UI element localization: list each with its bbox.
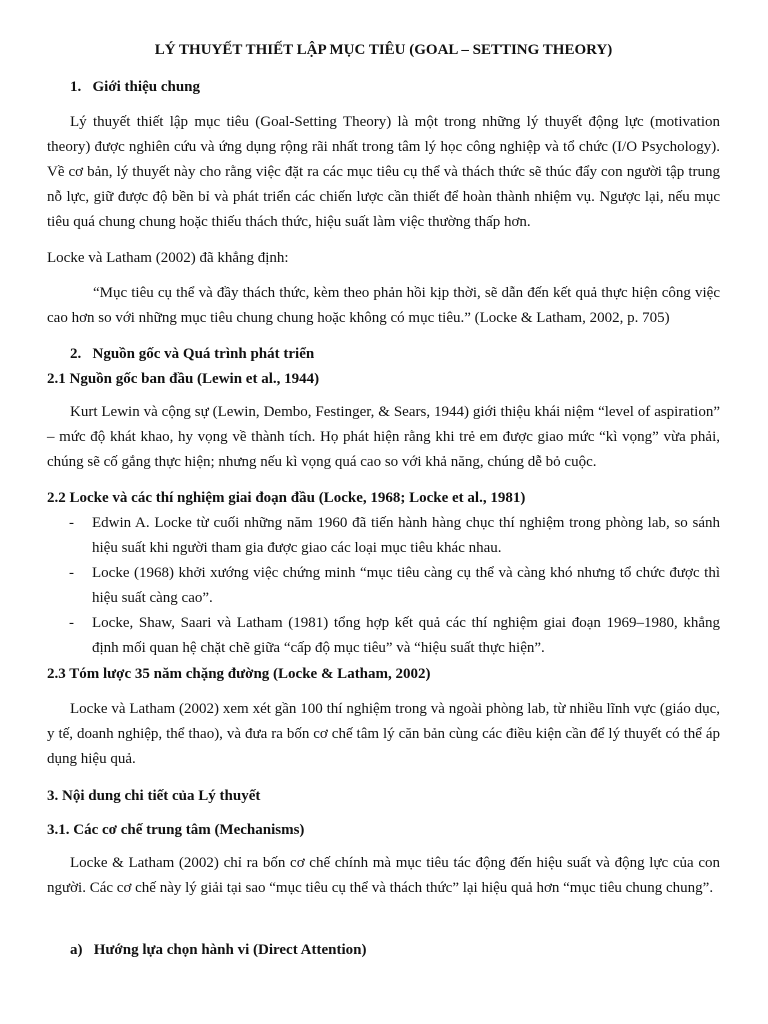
section-3-a-heading: [47, 940, 720, 960]
section-1-title: Giới thiệu chung: [92, 79, 200, 95]
section-2-1-paragraph: Kurt Lewin và cộng sự (Lewin, Dembo, Festinger, & Sears, 1944) giới thiệu khái niệm “level of aspiration” – mức độ khát khao, hy vọng về thành tích. Họ phát hiện rằng khi trẻ em được giao mức “kì vọng” vừa phải, chúng sẽ cố gắng thực hiện; nhưng nếu kì vọng quá cao so với khả năng, chúng dễ bỏ cuộc.: [47, 404, 720, 470]
bullet-text: Edwin A. Locke từ cuối những năm 1960 đã tiến hành hàng chục thí nghiệm trong phòng lab, so sánh hiệu suất khi người tham gia được giao các loại mục tiêu khác nhau.: [92, 515, 720, 556]
section-3-a-marker: a): [70, 942, 83, 958]
section-3-1-heading: 3.1. Các cơ chế trung tâm (Mechanisms): [47, 822, 305, 838]
section-1-number: 1.: [70, 79, 82, 95]
section-1-paragraph-locke: Locke và Latham (2002) đã khẳng định:: [47, 250, 289, 266]
section-2-1-heading: 2.1 Nguồn gốc ban đầu (Lewin et al., 1944): [47, 371, 320, 387]
section-1-quote: “Mục tiêu cụ thể và đầy thách thức, kèm theo phản hồi kịp thời, sẽ dẫn đến kết quả thực hiện công việc cao hơn so với những mục tiêu chung chung hoặc không có mục tiêu.” (Locke & Latham, 2002, p. 705): [47, 285, 720, 326]
section-2-3-heading: 2.3 Tóm lược 35 năm chặng đường (Locke & Latham, 2002): [47, 666, 431, 682]
section-2-2-heading: 2.2 Locke và các thí nghiệm giai đoạn đầu (Locke, 1968; Locke et al., 1981): [47, 490, 526, 506]
section-1-paragraph-intro: Lý thuyết thiết lập mục tiêu (Goal-Setting Theory) là một trong những lý thuyết động lực (motivation theory) được nghiên cứu và ứng dụng rộng rãi nhất trong tâm lý học công nghiệp và tổ chức (I/O Psychology). Về cơ bản, lý thuyết này cho rằng việc đặt ra các mục tiêu cụ thể và thách thức sẽ thúc đẩy con người tập trung nỗ lực, giữ được độ bền bỉ và phát triển các chiến lược cần thiết để hoàn thành nhiệm vụ. Ngược lại, nếu mục tiêu quá chung chung hoặc thiếu thách thức, hiệu suất làm việc thường thấp hơn.: [47, 114, 720, 230]
section-3-1-paragraph: Locke & Latham (2002) chỉ ra bốn cơ chế chính mà mục tiêu tác động đến hiệu suất và động lực của con người. Các cơ chế này lý giải tại sao “mục tiêu cụ thể và thách thức” lại hiệu quả hơn “mục tiêu chung chung”.: [47, 855, 720, 896]
section-3-heading: 3. Nội dung chi tiết của Lý thuyết: [47, 788, 261, 804]
section-2-title: Nguồn gốc và Quá trình phát triển: [92, 346, 315, 362]
document-title: LÝ THUYẾT THIẾT LẬP MỤC TIÊU (GOAL – SETTING THEORY): [154, 42, 613, 58]
list-item: [47, 561, 720, 611]
bullet-dash: -: [69, 565, 74, 581]
bullet-text: Locke (1968) khởi xướng việc chứng minh “mục tiêu càng cụ thể và càng khó nhưng tổ chức được thì hiệu suất càng cao”.: [92, 565, 720, 606]
list-item: [47, 611, 720, 661]
section-3-a-title: Hướng lựa chọn hành vi (Direct Attention): [93, 942, 367, 958]
section-1-heading: [47, 77, 720, 97]
bullet-dash: -: [69, 515, 74, 531]
bullet-text: Locke, Shaw, Saari và Latham (1981) tổng hợp kết quả các thí nghiệm giai đoạn 1969–1980, khẳng định mối quan hệ chặt chẽ giữa “cấp độ mục tiêu” và “hiệu suất thực hiện”.: [92, 615, 720, 656]
section-2-2-bullet-list: [47, 511, 720, 661]
list-item: [47, 511, 720, 561]
section-2-number: 2.: [70, 346, 82, 362]
bullet-dash: -: [69, 615, 74, 631]
section-2-3-paragraph: Locke và Latham (2002) xem xét gần 100 thí nghiệm trong và ngoài phòng lab, từ nhiều lĩnh vực (giáo dục, y tế, doanh nghiệp, thể thao), và đưa ra bốn cơ chế tâm lý căn bản cùng các điều kiện cần để lý thuyết có thể áp dụng hiệu quả.: [47, 701, 720, 767]
section-2-heading: [47, 344, 720, 364]
